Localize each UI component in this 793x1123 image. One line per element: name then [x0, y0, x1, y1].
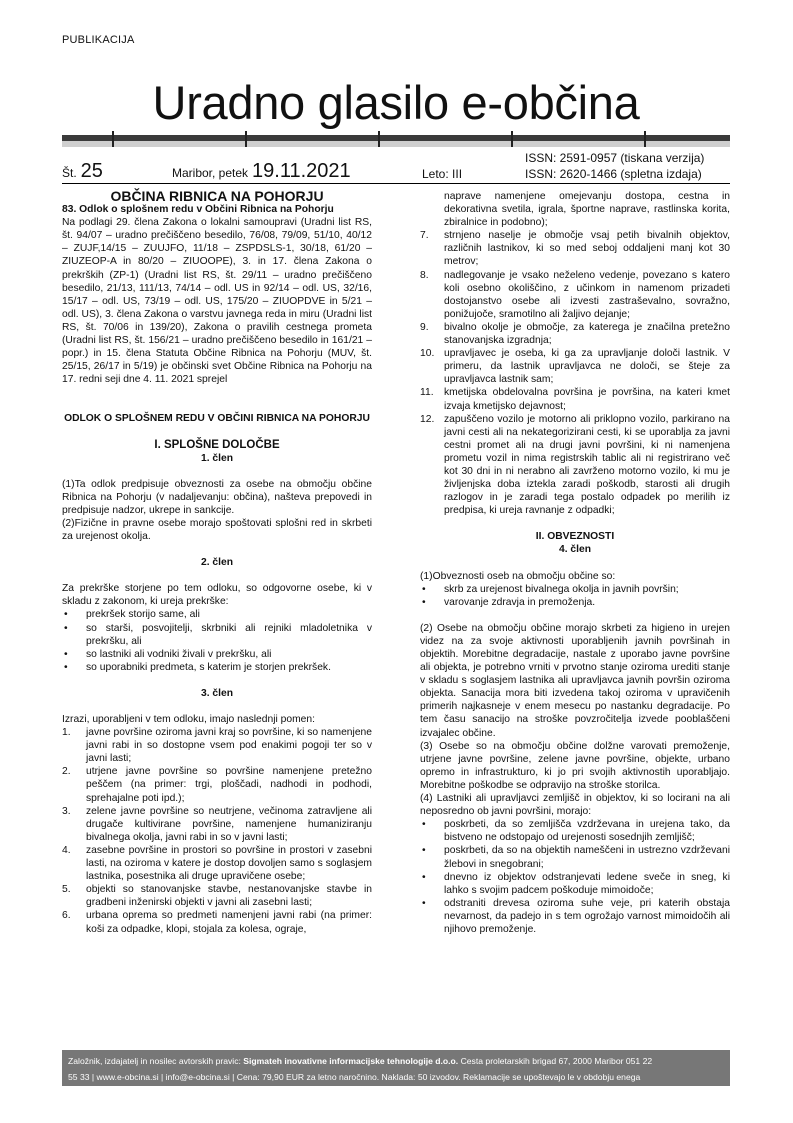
email-link[interactable]: info@e-obcina.si: [165, 1072, 230, 1082]
list-item: [420, 347, 730, 386]
masthead-title: Uradno glasilo e-občina: [152, 76, 640, 129]
list-number: 6.: [62, 910, 71, 922]
bullet-list: [62, 608, 372, 673]
issn-block: [525, 150, 704, 182]
list-number: 2.: [62, 766, 71, 778]
rule-tick: [511, 131, 513, 147]
list-number: 7.: [420, 230, 429, 242]
paragraph: (4) Lastniki ali upravljavci zemljišč in objektov, ki so locirani na ali neposredno ob javni površini, morajo:: [420, 793, 730, 818]
list-item: [420, 229, 730, 268]
issue-number: [62, 160, 103, 183]
publisher-footer: [62, 1050, 730, 1086]
date-value: 19.11.2021: [252, 160, 351, 182]
footer-text: |: [158, 1072, 166, 1082]
list-item: • so lastniki ali vodniki živali v prekršku, ali: [64, 648, 272, 660]
left-column: [62, 190, 372, 936]
list-item-text: varovanje zdravja in premoženja.: [444, 596, 596, 608]
list-item-text: prekršek storijo same, ali: [86, 609, 200, 621]
list-item-text: zelene javne površine so neutrjene, večinoma zatravljene ali drugače kultivirane površine, namenjene humaniziranju bivalnega okolja, javni rabi in so v javni lasti;: [86, 805, 372, 843]
list-item: • skrb za urejenost bivalnega okolja in javnih površin;: [422, 583, 679, 595]
list-item: • so uporabniki predmeta, s katerim je storjen prekršek.: [64, 661, 331, 673]
list-item-text: dnevno iz objektov odstranjevati ledene sveče in sneg, ki lahko s svojim padcem poškoduje mimoidoče;: [444, 871, 730, 896]
clen-heading: 4. člen: [558, 544, 592, 556]
list-item: [420, 269, 730, 321]
issue-value: 25: [80, 160, 103, 182]
section-heading: I. SPLOŠNE DOLOČBE: [154, 438, 280, 451]
list-item: • poskrbeti, da so na objektih nameščeni in ustrezno vzdrževani žlebovi in snegobrani;: [422, 845, 730, 870]
list-item-text: zapuščeno vozilo je motorno ali priklopno vozilo, parkirano na javni cesti ali na nekategorizirani cesti, ki se uporablja za javni cestni promet ali na drugi javni površini, ki ni namenjena prometu vozil in nima registrskih tablic ali ni registrirano več kot 30 dni in ni nerabno ali zavrženo motorno vozilo, ki mu je življenjska doba iztekla zaradi poškodb, starosti ali drugih razlogov in je zaradi tega postalo odpadek po merilih iz predpisa, ki ureja ravnanje z odpadki;: [444, 413, 730, 517]
publication-label: PUBLIKACIJA: [62, 34, 135, 46]
issn-print: ISSN: 2591-0957 (tiskana verzija): [525, 151, 705, 165]
list-item: • poskrbeti, da so zemljišča vzdrževana in urejena tako, da bistveno ne odstopajo od urejenosti sosednjih zemljišč;: [422, 819, 730, 844]
list-item-text: objekti so stanovanjske stavbe, nestanovanjske stavbe in gradbeni inženirski objekti v javni ali zasebni lasti;: [86, 884, 372, 909]
list-number: 8.: [420, 269, 429, 281]
list-number: 11.: [420, 387, 434, 399]
paragraph: Za prekrške storjene po tem odloku, so odgovorne osebe, ki v skladu z zakonom, ki ureja prekrške:: [62, 583, 372, 608]
list-item: • so starši, posvojitelji, skrbniki ali rejniki mladoletnika v prekršku, ali: [64, 622, 372, 647]
list-item: • varovanje zdravja in premoženja.: [422, 596, 596, 608]
list-number: 10.: [420, 348, 435, 360]
list-item: • dnevno iz objektov odstranjevati ledene sveče in sneg, ki lahko s svojim padcem poškoduje mimoidoče;: [422, 871, 730, 896]
list-item-text: poskrbeti, da so na objektih nameščeni in ustrezno vzdrževani žlebovi in snegobrani;: [444, 845, 730, 870]
list-number: 12.: [420, 413, 435, 425]
list-item-text: kmetijska obdelovalna površina je površina, na kateri kmet izvaja kmetijsko dejavnost;: [444, 387, 730, 412]
list-number: 9.: [420, 321, 429, 333]
list-item-text: strnjeno naselje je območje vsaj petih bivalnih objektov, različnih lastnikov, ki so med seboj oddaljeni manj kot 30 metrov;: [444, 230, 730, 268]
list-item: [62, 765, 372, 804]
list-item: • odstraniti drevesa oziroma suhe veje, pri katerih obstaja nevarnost, da padejo in s tem ogrožajo varnost mimoidočih ali njihovo premoženje.: [422, 897, 730, 935]
paragraph: Izrazi, uporabljeni v tem odloku, imajo naslednji pomen:: [62, 714, 315, 725]
rule-tick: [112, 131, 114, 147]
footer-line-1: [68, 1053, 724, 1069]
list-number: 1.: [62, 727, 71, 739]
issue-date: [172, 160, 351, 183]
footer-text: | Cena: 79,90 EUR za letno naročnino. Naklada: 50 izvodov. Reklamacije se upoštevajo le v obdobju enega: [229, 1072, 641, 1082]
rule-tick: [644, 131, 646, 147]
list-item: [62, 844, 372, 883]
ordinance-title: ODLOK O SPLOŠNEM REDU V OBČINI RIBNICA NA POHORJU: [64, 413, 370, 425]
list-item-text: urbana oprema so predmeti namenjeni javni rabi (na primer: koši za odpadke, klopi, stojala za kolesa, ograje,: [86, 910, 372, 935]
issue-label: Št.: [62, 166, 77, 180]
footer-text: Založnik, izdajatelj in nosilec avtorskih pravic:: [68, 1056, 244, 1066]
list-item-text: nadlegovanje je vsako neželeno vedenje, povezano s katero koli osebno okoliščino, z učinkom in namenom prizadeti dostojanstvo osebe ali izvesti zastraševalno, sovražno, ponižujoče, sramotilno ali žaljivo dejanje;: [444, 269, 730, 320]
list-item-text: odstraniti drevesa oziroma suhe veje, pri katerih obstaja nevarnost, da padejo in s tem ogrožajo varnost mimoidočih ali njihovo premoženje.: [444, 897, 730, 935]
list-item-text: so lastniki ali vodniki živali v prekršku, ali: [86, 648, 272, 660]
paragraph: (2) Osebe na območju občine morajo skrbeti za higieno in urejen videz na za svoje aktivnosti uporabljenih javnih površinah in objektih. Morebitne degradacije, nastale z uporabo javne površine ali objekta, je potrebno vrniti v prvotno stanje oziroma urediti stanje v skladu s soglasjem lastnika ali upravljavca javnih površin oziroma objekta. Sanacija mora biti izvedena takoj oziroma v upravičenih primerih najkasneje v enem mesecu po nastanku degradacije. Po tem času sanacijo na stroške povzročitelja izvede pooblaščeni izvajalec občine.: [420, 622, 730, 739]
list-item: [420, 413, 730, 518]
list-item-text: skrb za urejenost bivalnega okolja in javnih površin;: [444, 583, 679, 595]
list-item: [62, 883, 372, 909]
website-link[interactable]: www.e-obcina.si: [96, 1072, 159, 1082]
section-heading: II. OBVEZNOSTI: [535, 531, 615, 543]
preamble: Na podlagi 29. člena Zakona o lokalni samoupravi (Uradni list RS, št. 94/07 – uradno prečiščeno besedilo, 76/08, 79/09, 51/10, 40/12 – ZUJF,14/15 – ZUUJFO, 11/18 – ZSPDSLS-1, 30/18, 61/20 – ZIUZEOP-A in 80/20 – ZIUOOPE), 3. in 17. člena Zakona o prekrških (ZP-1) (Uradni list RS, št. 29/11 – uradno prečiščeno besedilo, 21/13, 111/13, 74/14 – odl. US in 92/14 – odl. US, 32/16, 15/17 – odl. US, 73/19 – odl. US, 175/20 – ZIUOPDVE in 5/21 – odl. US), 3. člena Zakona o varstvu javnega reda in miru (Uradni list RS, št. 70/06 in 139/20), Zakona o pravilih cestnega prometa (Uradni list RS, št. 156/21 – uradno prečiščeno besedilo in 161/21 – popr.) in 15. člena Statuta Občine Ribnica na Pohorju (MUV, št. 25/15, 26/17 in 5/19) je občinski svet Občine Ribnica na Pohorju na 17. redni seji dne 4. 11. 2021 sprejel: [62, 217, 372, 386]
list-item-text: utrjene javne površine so površine namenjene pretežno peščem (na primer: trgi, ploščadi, nadhodi in podhodi, sprehajalne poti ipd.);: [86, 766, 372, 804]
rule-tick: [245, 131, 247, 147]
city-label: Maribor, petek: [172, 166, 249, 180]
list-item: [62, 909, 372, 935]
clen-heading: 3. člen: [200, 687, 234, 699]
list-item: [420, 386, 730, 412]
list-item-text: bivalno okolje je območje, za katerega je značilna pretežno stanovanjska izgradnja;: [444, 321, 730, 347]
list-item-text: so uporabniki predmeta, s katerim je storjen prekršek.: [86, 661, 331, 673]
footer-text: Cesta proletarskih brigad 67, 2000 Maribor 051 22: [458, 1056, 653, 1066]
bullet-list: [420, 818, 730, 936]
list-item-text: upravljavec je oseba, ki ga za upravljanje določi lastnik. V primeru, da lastnik upravljavca ne določi, se šteje za upravljavca lastnik sam;: [444, 348, 730, 386]
footer-text: 55 33 |: [68, 1072, 97, 1082]
numbered-list: [62, 726, 372, 936]
right-column: [420, 190, 730, 936]
list-item: [62, 805, 372, 844]
list-item-text: zasebne površine in prostori so površine in prostori v zasebni lasti, na oziroma v katere je dostop dovoljen samo s soglasjem lastnika, posestnika ali druge upravičene osebe;: [86, 844, 372, 883]
list-item-text: poskrbeti, da so zemljišča vzdrževana in urejena tako, da bistveno ne odstopajo od urejenosti sosednjih zemljišč;: [444, 819, 730, 844]
header-divider: [62, 183, 730, 184]
paragraph: (1)Ta odlok predpisuje obveznosti za osebe na območju občine Ribnica na Pohorju (v nadaljevanju: občina), našteva prepovedi in predpisuje nadzor, ukrepe in sankcije.: [62, 478, 372, 516]
list-item: [420, 321, 730, 347]
bullet-list: [420, 583, 730, 609]
footer-line-2: [68, 1069, 724, 1085]
list-continuation: naprave namenjene omejevanju dostopa, cestna in dekorativna svetila, igrala, športne naprave, rastlinska korita, zbiralnice in podobno);: [444, 191, 730, 229]
list-number: 4.: [62, 844, 71, 856]
list-number: 3.: [62, 805, 71, 817]
issn-online: ISSN: 2620-1466 (spletna izdaja): [525, 167, 702, 181]
list-item-text: so starši, posvojitelji, skrbniki ali rejniki mladoletnika v prekršku, ali: [86, 622, 372, 647]
numbered-list: [420, 229, 730, 517]
list-item: [62, 726, 372, 765]
list-item: • prekršek storijo same, ali: [64, 609, 200, 621]
article-title: 83. Odlok o splošnem redu v Občini Ribnica na Pohorju: [62, 204, 334, 216]
masthead-rule-light: [62, 141, 730, 147]
clen-heading: 1. člen: [200, 452, 234, 464]
list-number: 5.: [62, 884, 71, 896]
rule-tick: [378, 131, 380, 147]
municipality-heading: OBČINA RIBNICA NA POHORJU: [110, 188, 324, 204]
paragraph: (2)Fizične in pravne osebe morajo spoštovati splošni red in skrbeti za urejenost okolja.: [62, 517, 372, 543]
list-item-text: javne površine oziroma javni kraj so površine, ki so namenjene javni rabi in so dostopne vsem pod enakimi pogoji ter so v javni lasti;: [86, 727, 372, 765]
paragraph: (3) Osebe so na območju občine dolžne varovati premoženje, utrjene javne površine, zelene javne površine, objekte, urbano opremo in infrastrukturo, ki jo pri svojih aktivnostih uporabljajo. Morebitne poškodbe se odpravijo na stroške storilca.: [420, 740, 730, 791]
paragraph: (1)Obveznosti oseb na območju občine so:: [420, 570, 616, 582]
year-label: Leto: III: [422, 167, 463, 181]
publisher-name: Sigmateh inovativne informacijske tehnologije d.o.o.: [243, 1056, 459, 1066]
clen-heading: 2. člen: [200, 557, 234, 569]
